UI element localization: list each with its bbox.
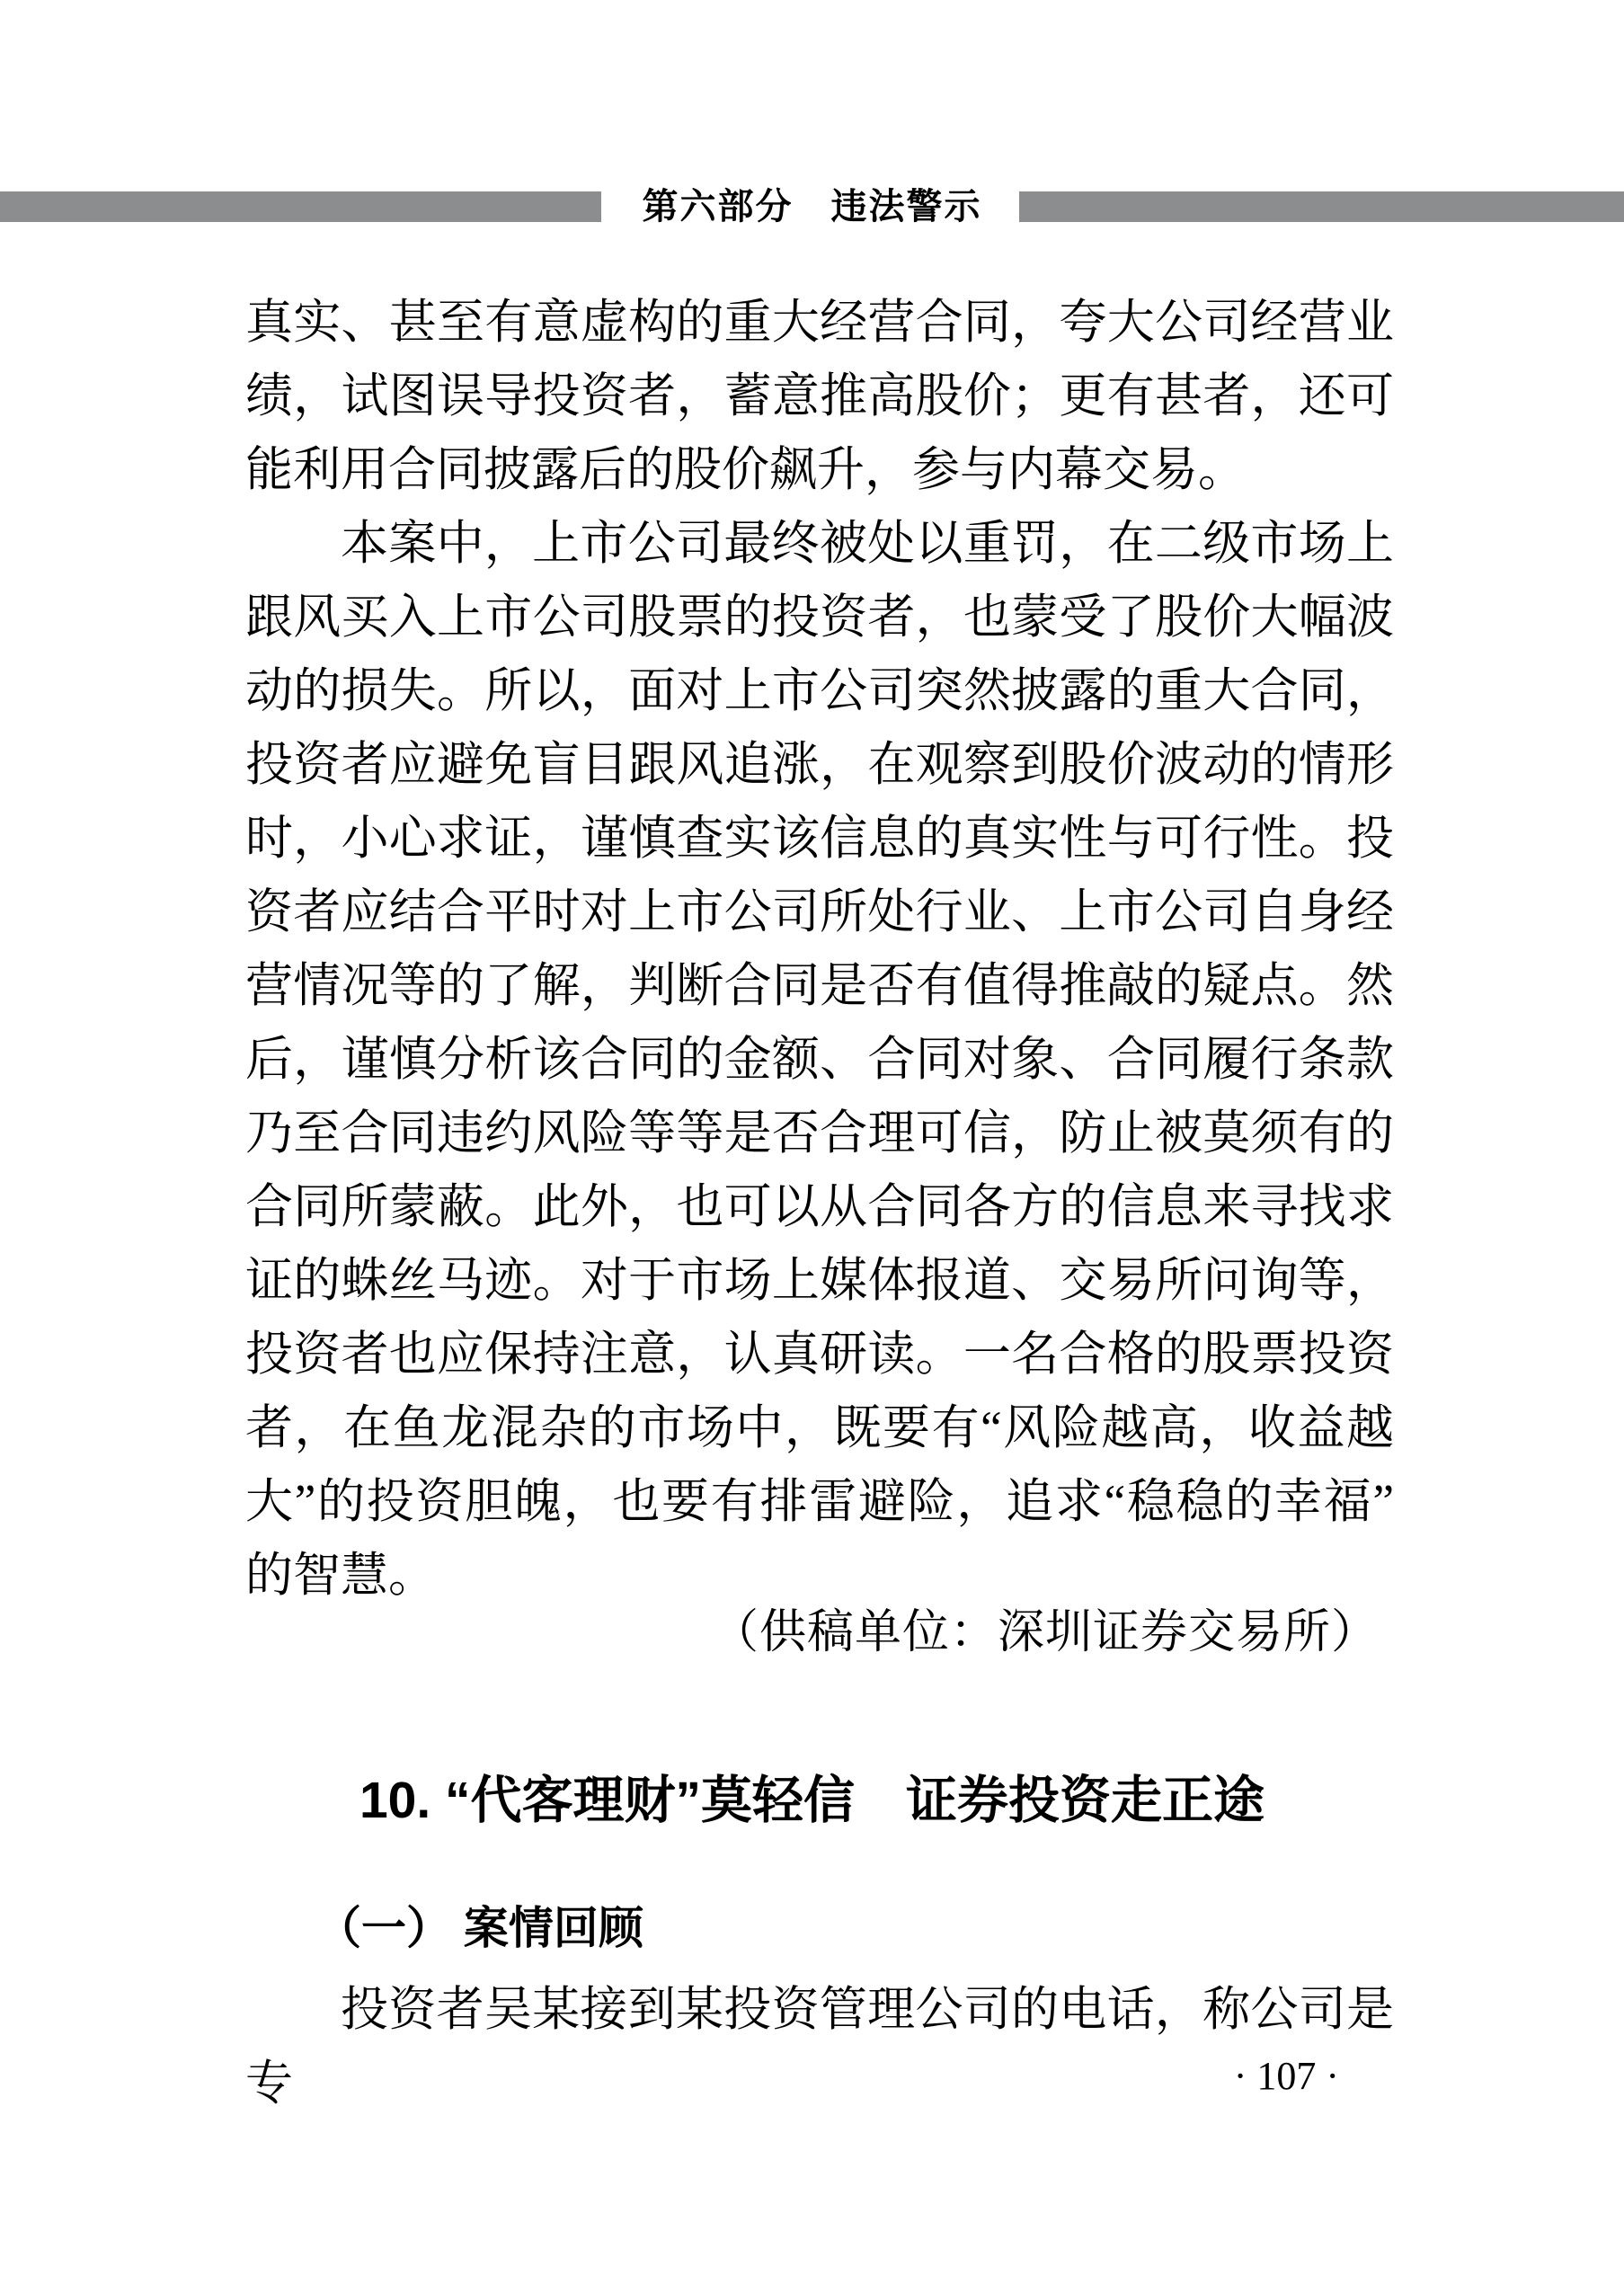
paragraph-case-comment: 本案中，上市公司最终被处以重罚，在二级市场上跟风买入上市公司股票的投资者，也蒙受了股价大幅波动的损失。所以，面对上市公司突然披露的重大合同，投资者应避免盲目跟风追涨，在观察到股价波动的情形时，小心求证，谨慎查实该信息的真实性与可行性。投资者应结合平时对上市公司所处行业、上市公司自身经营情况等的了解，判断合同是否有值得推敲的疑点。然后，谨慎分析该合同的金额、合同对象、合同履行条款乃至合同违约风险等等是否合理可信，防止被莫须有的合同所蒙蔽。此外，也可以从合同各方的信息来寻找求证的蛛丝马迹。对于市场上媒体报道、交易所问询等，投资者也应保持注意，认真研读。一名合格的股票投资者，在鱼龙混杂的市场中，既要有“风险越高，收益越大”的投资胆魄，也要有排雷避险，追求“稳稳的幸福”的智慧。 <box>245 518 1394 1602</box>
paragraph-new-case: 投资者吴某接到某投资管理公司的电话，称公司是专 <box>245 1984 1394 2110</box>
subsection-heading: （一） 案情回顾 <box>316 1903 643 1953</box>
page-number: · 107 · <box>1233 2054 1339 2098</box>
running-header-title: 第六部分 违法警示 <box>642 187 982 227</box>
page-body <box>245 286 1394 1613</box>
section-heading: 10. “代客理财”莫轻信 证券投资走正途 <box>359 1772 1265 1829</box>
header-rule-right <box>1019 191 1624 222</box>
byline-attribution: （供稿单位：深圳证券交易所） <box>711 1607 1379 1658</box>
paragraph-continuation: 真实、甚至有意虚构的重大经营合同，夸大公司经营业绩，试图误导投资者，蓄意推高股价；更有甚者，还可能利用合同披露后的股价飙升，参与内幕交易。 <box>245 297 1394 496</box>
